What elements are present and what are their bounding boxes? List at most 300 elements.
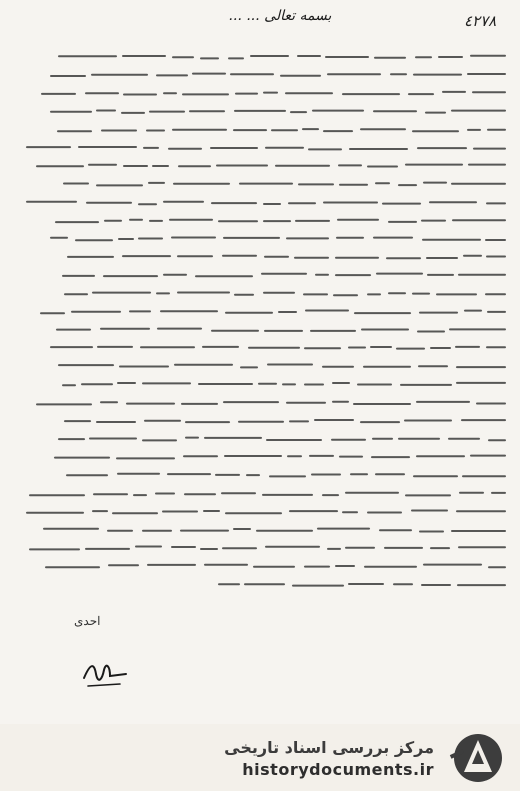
ink-word [230,73,274,75]
ink-word [144,420,181,422]
ink-word [266,439,322,441]
handwritten-line [20,157,506,175]
ink-word [375,183,390,185]
ink-word [456,366,506,368]
handwritten-line [20,84,506,102]
ink-word [85,548,130,550]
ink-word [275,165,330,167]
ink-word [157,328,202,330]
ink-word [56,329,91,331]
ink-word [29,494,85,496]
ink-word [373,110,417,112]
ink-word [93,493,128,495]
handwritten-line [20,448,506,466]
ink-word [123,165,148,167]
ink-word [169,219,213,221]
ink-word [177,291,230,293]
ink-word [174,364,233,366]
ink-word [143,147,159,149]
ink-word [331,439,366,441]
ink-word [155,492,175,494]
ink-word [250,55,289,57]
ink-word [412,292,430,294]
ink-word [163,274,187,276]
ink-word [182,94,229,96]
ink-word [336,237,364,239]
ink-word [223,237,280,239]
ink-word [100,401,118,403]
ink-word [225,312,273,314]
ink-word [308,148,342,150]
ink-word [171,236,216,238]
ink-word [486,346,506,348]
ink-word [419,311,458,313]
ink-word [371,456,410,458]
ink-word [55,221,99,223]
ink-word [248,347,300,349]
ink-word [451,530,506,532]
ink-word [348,583,384,585]
handwritten-line [20,121,506,139]
ink-word [185,437,199,439]
handwritten-line [20,521,506,539]
archive-name: مرکز بررسی اسناد تاریخی [224,738,434,757]
ink-word [122,55,166,57]
ink-word [487,311,506,313]
ink-word [417,330,445,332]
ink-word [339,456,363,458]
handwritten-line [20,503,506,521]
ink-word [367,511,402,513]
ink-word [303,293,328,295]
ink-word [142,383,191,385]
handwritten-line [20,430,506,448]
ink-word [162,510,199,512]
ink-word [422,239,481,241]
ink-word [171,546,196,548]
ink-word [458,546,506,548]
handwritten-line [20,266,506,284]
ink-word [112,512,157,514]
ink-word [149,110,185,112]
ink-word [388,292,406,294]
ink-word [29,549,80,551]
ink-word [427,274,454,276]
ink-word [147,564,196,566]
ink-word [244,583,285,585]
ink-word [461,419,506,421]
ink-word [129,219,143,221]
ink-word [485,239,506,241]
ink-word [50,110,92,112]
ink-word [240,367,258,369]
ink-word [451,109,506,111]
ink-word [96,185,143,187]
ink-word [333,294,358,296]
ink-word [411,509,448,511]
ink-word [311,474,341,476]
ink-word [413,74,462,76]
ink-word [415,56,432,58]
ink-word [211,330,259,332]
ink-word [473,148,506,150]
ink-word [323,130,353,132]
ink-word [290,111,307,113]
ink-word [218,220,258,222]
ink-word [57,130,92,132]
ink-word [491,491,506,493]
ink-word [126,402,175,404]
ink-word [63,183,89,185]
ink-word [390,73,407,75]
ink-word [180,530,229,532]
handwritten-line [20,303,506,321]
ink-word [108,565,139,567]
document-number: ٤٢٧٨ [464,12,497,30]
ink-word [305,309,349,311]
ink-word [361,328,409,330]
ink-word [370,346,392,348]
ink-word [221,492,256,494]
ink-word [430,347,451,349]
ink-word [172,56,194,58]
handwritten-line [20,575,506,593]
ink-word [462,476,506,478]
ink-word [405,494,452,496]
ink-word [198,383,253,385]
ink-word [100,328,150,330]
ink-word [138,237,163,239]
ink-word [418,365,448,367]
ink-word [423,182,447,184]
ink-word [455,346,480,348]
ink-word [476,402,506,404]
ink-word [335,257,379,259]
ink-word [314,419,354,421]
document-heading: بسمه تعالی ... ... [228,8,332,24]
ink-word [488,567,506,569]
ink-word [50,346,93,348]
ink-word [467,129,481,131]
ink-word [265,147,304,149]
ink-word [302,128,319,130]
ink-word [168,148,202,150]
ink-word [436,293,477,295]
ink-word [297,55,321,57]
ink-word [295,220,330,222]
ink-word [40,312,65,314]
ink-word [163,93,177,95]
archive-url[interactable]: historydocuments.ir [242,760,434,779]
ink-word [405,164,463,166]
ink-word [327,73,381,75]
ink-word [376,273,423,275]
ink-word [223,401,279,403]
ink-word [160,310,218,312]
ink-word [265,546,320,548]
ink-word [289,510,337,512]
ink-word [50,75,86,77]
ink-word [304,347,341,349]
ink-word [146,129,165,131]
ink-word [173,183,230,185]
ink-word [117,473,160,475]
ink-word [332,400,349,402]
ink-word [238,421,284,423]
ink-word [269,476,306,478]
ink-word [58,438,85,440]
ink-word [64,293,88,295]
ink-word [58,55,117,57]
ink-word [416,455,465,457]
handwritten-line [20,375,506,393]
ink-word [429,201,477,203]
handwritten-line [20,248,506,266]
ink-word [349,148,408,150]
ink-word [487,129,506,131]
ink-word [92,510,108,512]
ink-word [345,491,398,493]
handwritten-line [20,48,506,66]
ink-word [286,401,326,403]
ink-word [239,183,293,185]
ink-word [408,94,434,96]
ink-word [286,237,329,239]
ink-word [374,57,406,59]
ink-word [138,203,157,205]
ink-word [121,112,145,114]
ink-word [278,311,297,313]
ink-word [256,530,313,532]
ink-word [486,256,506,258]
ink-word [451,183,506,185]
ink-word [289,420,309,422]
ink-word [486,202,506,204]
ink-word [315,274,329,276]
ink-word [129,310,151,312]
ink-word [218,583,240,585]
ink-word [183,456,218,458]
ink-word [107,530,133,532]
ink-word [195,276,253,278]
ink-word [50,237,68,239]
ink-word [133,494,147,496]
ink-word [58,364,114,366]
ink-word [339,184,368,186]
ink-word [438,56,463,58]
handwritten-line [20,212,506,230]
ink-word [417,147,467,149]
ink-word [298,184,334,186]
ink-word [225,512,282,514]
ink-word [364,566,417,568]
ink-word [322,494,340,496]
archive-logo-icon [442,728,510,788]
ink-word [67,256,114,258]
ink-word [91,74,148,76]
ink-word [345,547,375,549]
ink-word [177,255,213,257]
ink-word [97,346,133,348]
ink-word [192,73,226,75]
ink-word [360,128,406,130]
ink-word [304,384,324,386]
ink-word [335,274,371,276]
ink-word [375,474,405,476]
ink-word [357,384,392,386]
ink-word [92,291,151,293]
ink-word [71,310,121,312]
handwritten-line [20,485,506,503]
ink-word [379,529,412,531]
ink-word [64,420,91,422]
ink-word [167,474,211,476]
ink-word [386,257,421,259]
ink-word [310,330,356,332]
ink-word [342,94,400,96]
ink-word [62,385,76,387]
handwritten-line [20,557,506,575]
ink-word [156,292,170,294]
ink-word [200,57,219,59]
ink-word [413,476,458,478]
ink-word [86,201,132,203]
ink-word [81,384,113,386]
ink-word [234,110,286,112]
ink-word [185,421,230,423]
ink-word [470,55,506,57]
ink-word [204,564,248,566]
ink-word [322,366,354,368]
ink-word [202,346,239,348]
ink-word [224,455,282,457]
ink-word [189,110,225,112]
ink-word [323,201,379,203]
handwritten-body [20,48,506,594]
ink-word [36,165,84,167]
ink-word [353,403,411,405]
ink-word [309,455,334,457]
ink-word [398,438,440,440]
ink-word [204,437,262,439]
ink-word [448,438,480,440]
ink-word [342,511,359,513]
ink-word [425,111,446,113]
closing-label: احدی [74,614,101,628]
ink-word [457,584,506,586]
handwritten-line [20,539,506,557]
ink-word [354,312,411,314]
ink-word [116,458,175,460]
ink-word [235,93,258,95]
ink-word [101,129,137,131]
ink-word [149,220,163,222]
handwritten-line [20,357,506,375]
ink-word [404,419,452,421]
ink-word [452,219,506,221]
ink-word [262,493,313,495]
ink-word [337,218,379,220]
ink-word [416,401,470,403]
ink-word [96,421,136,423]
ink-word [104,220,122,222]
ink-word [285,93,333,95]
ink-word [96,109,116,111]
ink-word [78,146,137,148]
ink-word [400,384,452,386]
ink-word [135,546,162,548]
handwritten-line [20,103,506,121]
handwritten-line [20,284,506,302]
ink-word [163,200,203,202]
ink-word [292,584,344,586]
handwritten-line [20,66,506,84]
ink-word [210,147,258,149]
ink-word [304,566,330,568]
ink-word [419,530,444,532]
ink-word [142,530,172,532]
handwritten-line [20,394,506,412]
ink-word [152,165,169,167]
ink-word [426,257,458,259]
ink-word [264,256,289,258]
ink-word [156,75,188,77]
ink-word [62,275,95,277]
handwritten-line [20,230,506,248]
ink-word [203,510,220,512]
ink-word [54,457,110,459]
ink-word [26,146,71,148]
ink-word [261,273,307,275]
ink-word [233,528,251,530]
handwritten-line [20,466,506,484]
ink-word [41,93,76,95]
ink-word [456,510,506,512]
ink-word [178,165,211,167]
ink-word [367,293,381,295]
ink-word [264,330,303,332]
ink-word [123,94,157,96]
ink-word [26,200,77,202]
ink-word [360,421,400,423]
ink-word [384,547,423,549]
ink-word [246,475,260,477]
ink-word [211,202,257,204]
ink-word [421,584,451,586]
ink-word [294,257,329,259]
ink-word [367,166,398,168]
ink-word [412,130,459,132]
handwritten-line [20,194,506,212]
ink-word [327,548,341,550]
ink-word [117,382,136,384]
ink-word [282,384,296,386]
ink-word [234,293,254,295]
ink-word [215,474,240,476]
ink-word [470,455,506,457]
ink-word [332,382,350,384]
ink-word [350,474,368,476]
ink-word [66,475,108,477]
ink-word [388,221,417,223]
ink-word [118,238,134,240]
ink-word [464,309,482,311]
handwritten-line [20,175,506,193]
ink-word [267,364,313,366]
ink-word [103,275,158,277]
ink-word [396,348,425,350]
ink-word [348,347,366,349]
